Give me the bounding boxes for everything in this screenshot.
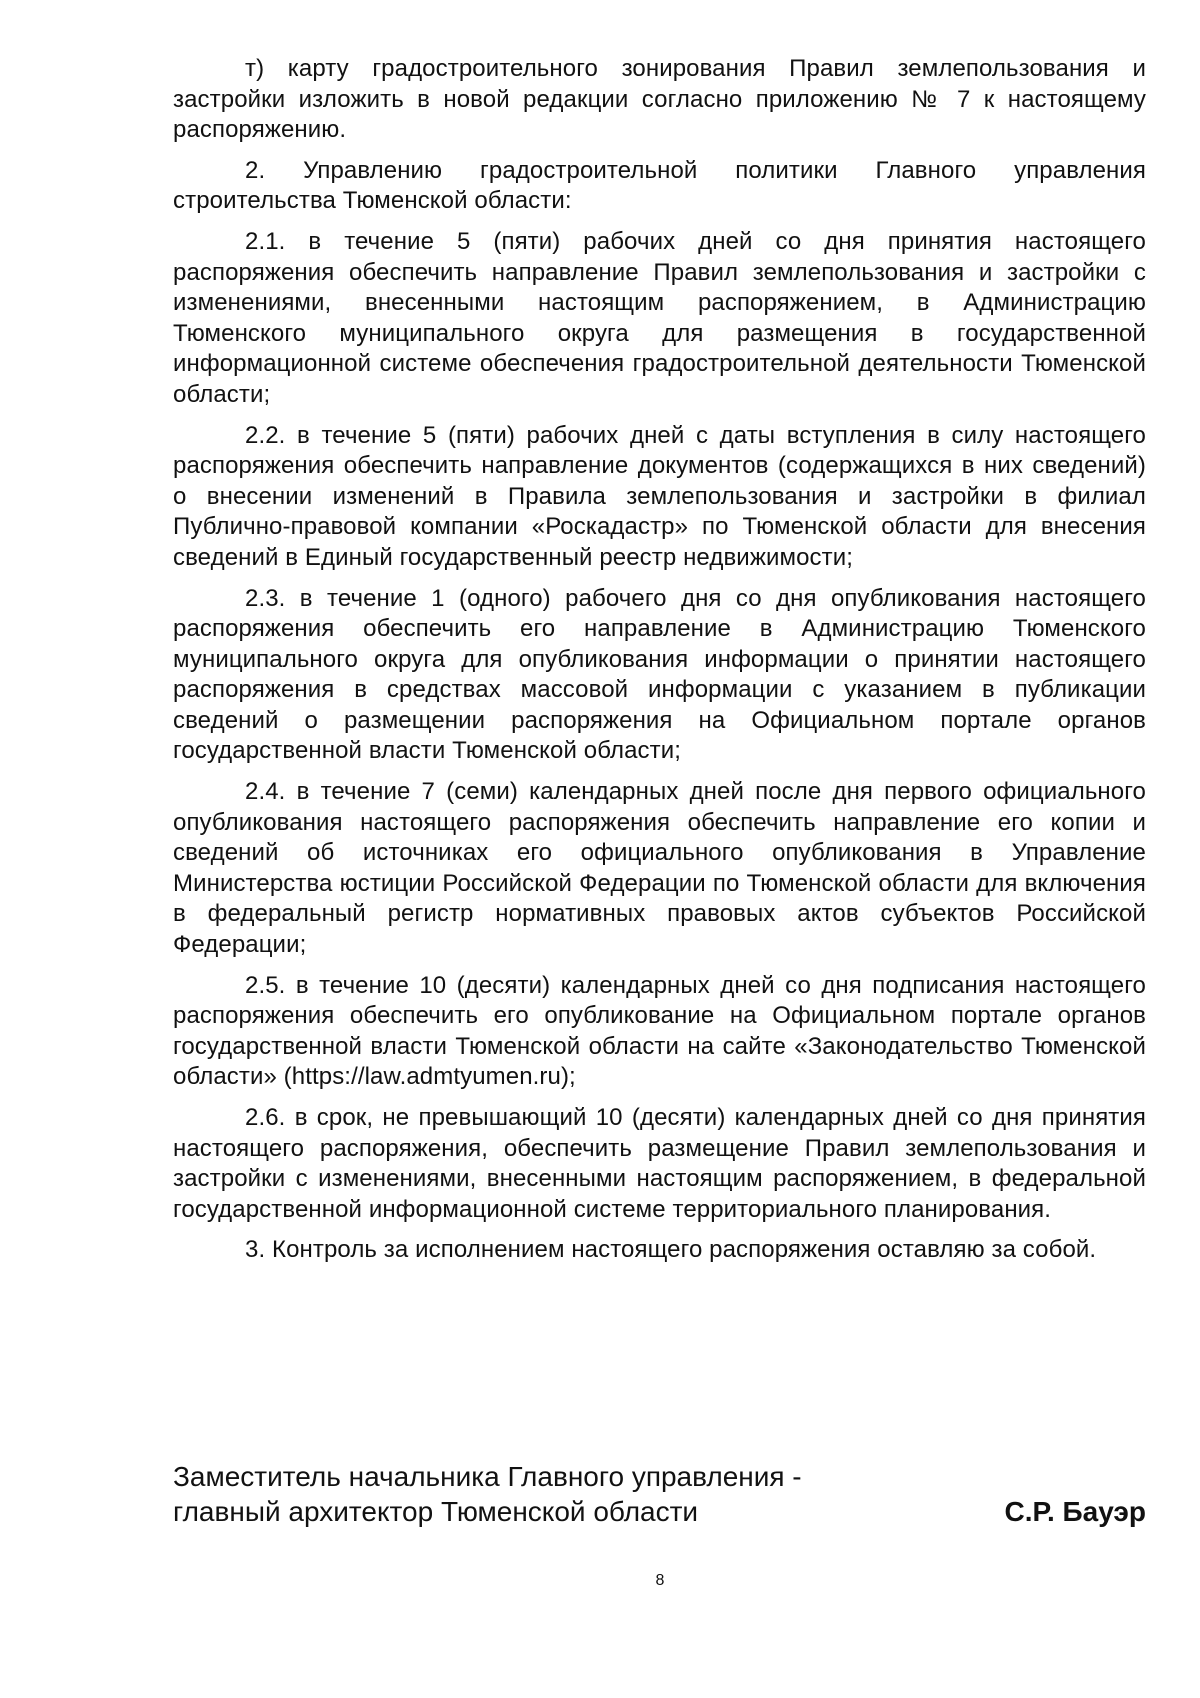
signatory-title-line-2: главный архитектор Тюменской области — [173, 1496, 699, 1527]
paragraph-2-5: 2.5. в течение 10 (десяти) календарных дней со дня подписания настоящего распоряжения обеспечить его опубликование на Официальном портале органов государственной власти Тюменской области на сайте «Законодательство Тюменской области» (https://law.admtyumen.ru); — [173, 971, 1146, 1091]
signature-block — [173, 1459, 1146, 1529]
page-number: 8 — [655, 1572, 665, 1589]
paragraph-2-3: 2.3. в течение 1 (одного) рабочего дня со дня опубликования настоящего распоряжения обеспечить его направление в Администрацию Тюменского муниципального округа для опубликования информации о принятии настоящего распоряжения в средствах массовой информации с указанием в публикации сведений о размещении распоряжения на Официальном портале органов государственной власти Тюменской области; — [173, 584, 1146, 765]
paragraph-2-directive: 2. Управлению градостроительной политики Главного управления строительства Тюменской области: — [173, 156, 1146, 215]
paragraph-t-zoning-map: т) карту градостроительного зонирования Правил землепользования и застройки изложить в новой редакции согласно приложению № 7 к настоящему распоряжению. — [173, 55, 1146, 144]
paragraph-2-4: 2.4. в течение 7 (семи) календарных дней после дня первого официального опубликования настоящего распоряжения обеспечить направление его копии и сведений об источниках его официального опубликования в Управление Министерства юстиции Российской Федерации по Тюменской области для включения в федеральный регистр нормативных правовых актов субъектов Российской Федерации; — [173, 778, 1146, 959]
signatory-title-line-1: Заместитель начальника Главного управления - — [173, 1461, 802, 1492]
document-body — [173, 54, 1146, 1276]
paragraph-3-control: 3. Контроль за исполнением настоящего распоряжения оставляю за собой. — [245, 1236, 1097, 1264]
paragraph-2-6: 2.6. в срок, не превышающий 10 (десяти) календарных дней со дня принятия настоящего распоряжения, обеспечить размещение Правил землепользования и застройки с изменениями, внесенными настоящим распоряжением, в федеральной государственной информационной системе территориального планирования. — [173, 1104, 1146, 1223]
paragraph-2-2: 2.2. в течение 5 (пяти) рабочих дней с даты вступления в силу настоящего распоряжения обеспечить направление документов (содержащихся в них сведений) о внесении изменений в Правила землепользования и застройки в филиал Публично-правовой компании «Роскадастр» по Тюменской области для внесения сведений в Единый государственный реестр недвижимости; — [173, 421, 1146, 571]
paragraph-2-1: 2.1. в течение 5 (пяти) рабочих дней со дня принятия настоящего распоряжения обеспечить направление Правил землепользования и застройки с изменениями, внесенными настоящим распоряжением, в Администрацию Тюменского муниципального округа для размещения в государственной информационной системе обеспечения градостроительной деятельности Тюменской области; — [173, 227, 1146, 408]
signatory-name: С.Р. Бауэр — [1004, 1496, 1146, 1527]
